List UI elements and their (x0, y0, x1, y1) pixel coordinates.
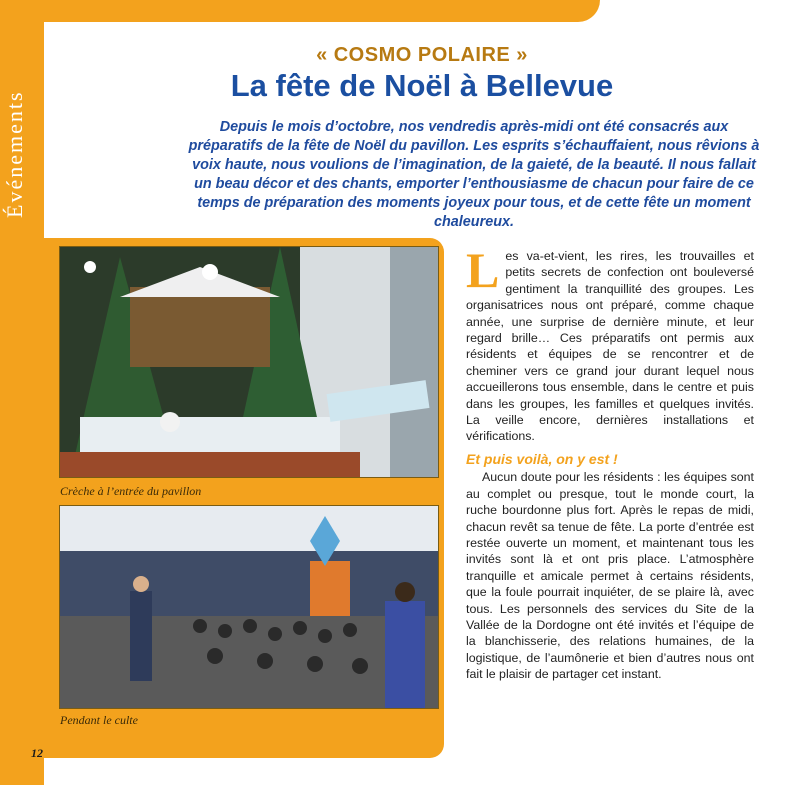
photo-caption: Pendant le culte (60, 713, 138, 727)
article-subheading: Et puis voilà, on y est ! (466, 450, 618, 467)
page-number: 12 (31, 746, 43, 760)
dropcap: L (466, 242, 500, 298)
article-paragraph: es va-et-vient, les rires, les trouvailles et petits secrets de confection ont bouleversé gentiment la tranquillité des groupes. Les organisatrices nous ont préparé, comme chaque année, une surprise de dernière minute, et leur regard brille… Ces préparatifs ont permis aux résidents et équipes de se rencontrer et de cheminer vers ce grand jour durant lequel nous accueillerons tous ensemble, dans le centre et puis dans les groupes, les familles et quelques invités. La veille encore, dernières installations et vérifications. (466, 249, 754, 444)
top-margin-bar (0, 0, 600, 22)
service-photo (59, 505, 439, 709)
article-kicker: « COSMO POLAIRE » (316, 44, 528, 66)
article-title: La fête de Noël à Bellevue (230, 68, 614, 103)
article-lead: Depuis le mois d’octobre, nos vendredis après-midi ont été consacrés aux préparatifs de la fête de Noël du pavillon. Les esprits s’échauffaient, nous rêvions à voix haute, nous voulions de l’imagination, de la gaieté, de la beauté. Il nous fallait un beau décor et des chants, emporter l’enthousiasme de chacun pour faire de ce temps de préparation des moments joyeux pour tous, et de cette fête un moment chaleureux. (188, 119, 760, 230)
article-header (44, 22, 800, 238)
photo-caption: Crèche à l’entrée du pavillon (60, 484, 202, 498)
section-label: Événements (2, 90, 27, 218)
article-paragraph: Aucun doute pour les résidents : les équipes sont au complet ou presque, tout le monde court, la ruche bourdonne plus fort. Après le repas de midi, chacun revêt sa tenue de fête. La porte d’entrée est restée ouverte un moment, et maintenant tous les invités sont là et ont pris place. L’atmosphère tranquille et amicale permet à certains résidents, que la foule pourrait inquiéter, de se plaire là, avec tous. Les personnels des services du Site de la Vallée de la Dordogne ont été invités et l’équipe de la blanchisserie, des relations humaines, de la logistique, de l’aumônerie et bien d’autres nous ont fait le plaisir de partager cet instant. (466, 470, 754, 682)
article-body (466, 242, 754, 683)
nativity-photo (59, 246, 439, 478)
